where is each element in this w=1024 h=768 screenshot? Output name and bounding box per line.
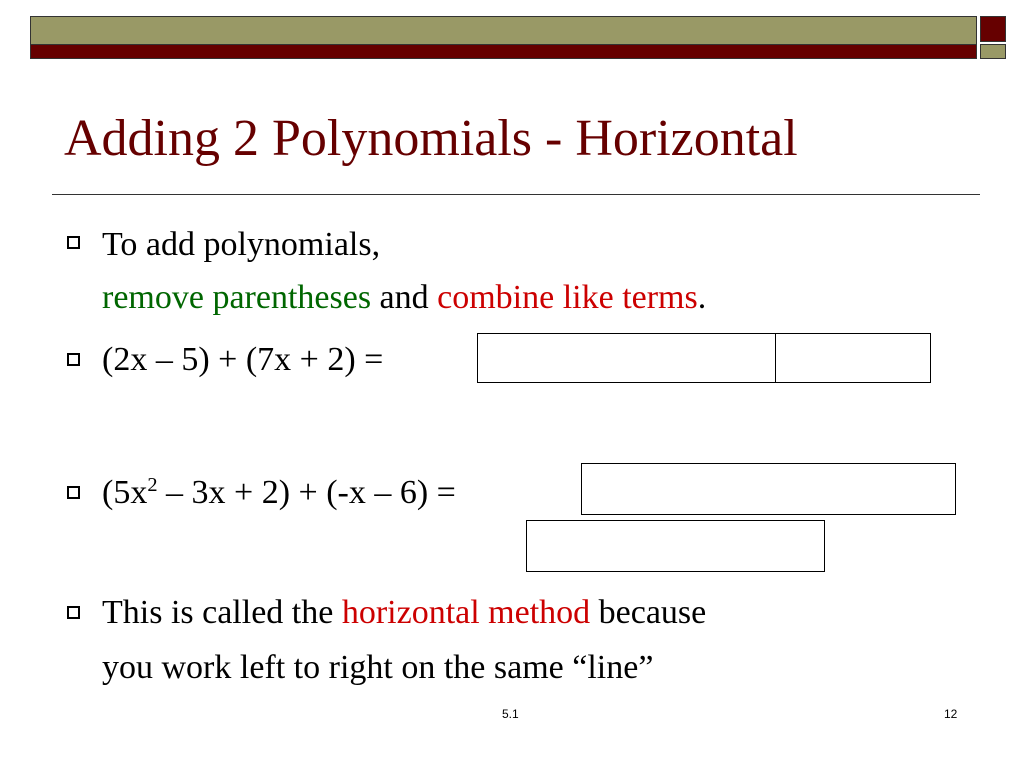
header-bar-red [30,44,977,59]
bullet-1-line-1: To add polynomials, [102,226,381,263]
answer-box [775,333,931,383]
bullet-4-line-2: you work left to right on the same “line” [102,649,654,686]
bullet-3-expression [102,473,456,511]
bullet-square-icon [67,353,80,366]
bullet-2-expression: (2x – 5) + (7x + 2) = [102,341,384,378]
answer-box [581,463,956,515]
exponent: 2 [147,473,158,496]
header-bar-olive [30,16,977,45]
bullet-1-line-2 [102,281,706,315]
title-divider [52,194,980,195]
bullet-square-icon [67,486,80,499]
bullet-square-icon [67,236,80,249]
horizontal-method-text: horizontal method [341,594,591,631]
period-text: . [697,279,707,316]
expr-part: – 3x + 2) + (-x – 6) = [157,474,456,511]
corner-square-red [980,16,1006,42]
bullet-4-text: This is called the [102,594,334,631]
bullet-square-icon [67,606,80,619]
remove-parentheses-text: remove parentheses [102,279,372,316]
bullet-4-line-1 [102,596,706,630]
slide-number: 12 [944,707,958,721]
bullet-4-text: because [598,594,707,631]
slide-title: Adding 2 Polynomials - Horizontal [64,110,798,167]
answer-box [526,520,825,572]
corner-square-olive [980,44,1006,59]
expr-part: (5x [102,474,148,511]
answer-box [477,333,776,383]
footer-section: 5.1 [502,707,519,721]
and-text: and [379,279,429,316]
combine-like-terms-text: combine like terms [437,279,698,316]
